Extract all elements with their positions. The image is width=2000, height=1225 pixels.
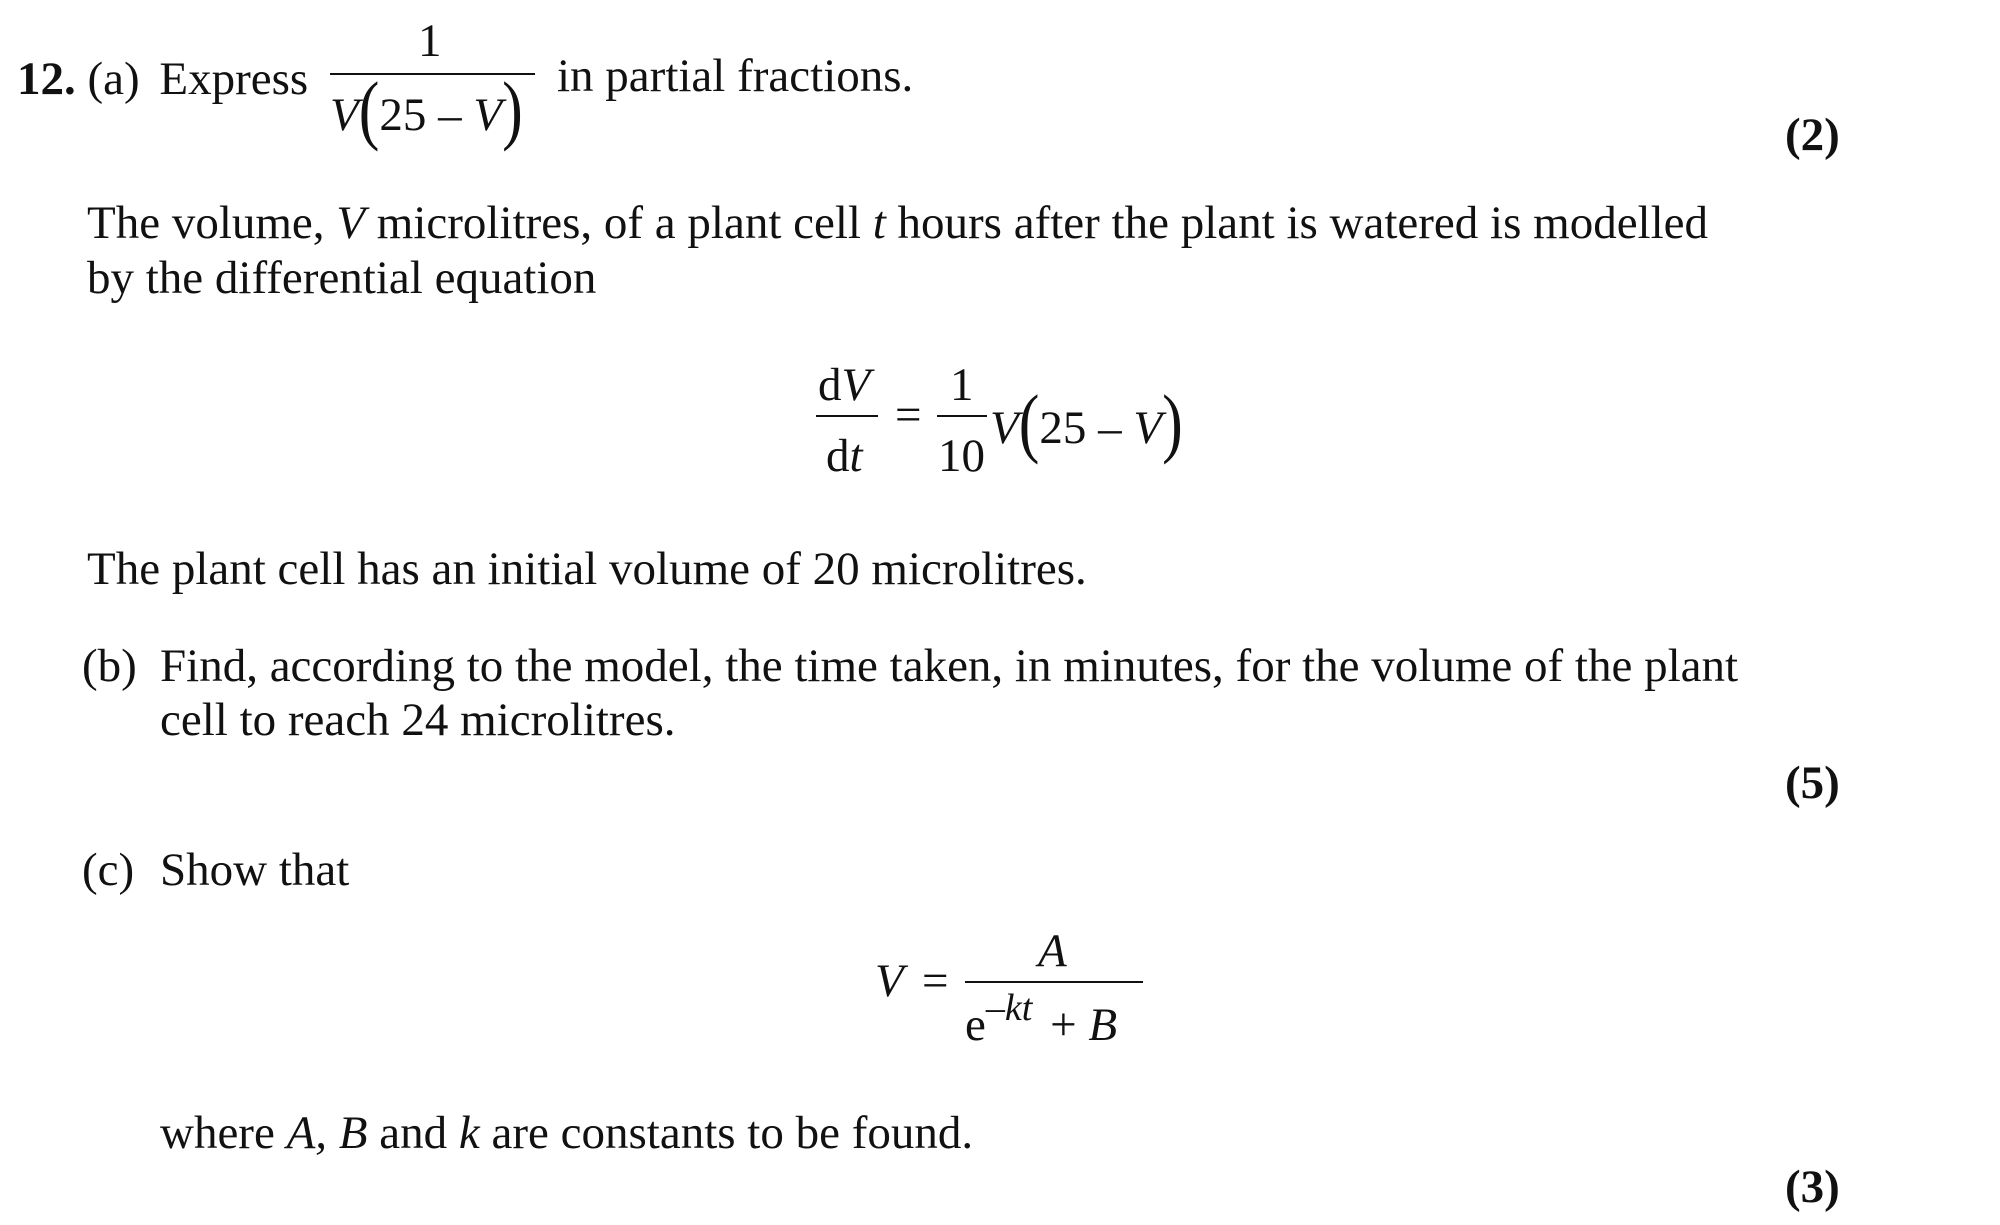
de-coef-fraction-bar [937, 415, 987, 417]
left-paren: ( [358, 67, 380, 153]
part-c-numerator: A [1038, 925, 1067, 977]
question-number: 12. [17, 53, 76, 105]
part-a-tail: in partial fractions. [557, 50, 914, 102]
de-lhs-fraction-bar [816, 415, 878, 417]
part-c-denominator [965, 987, 1118, 1051]
intro-line-2: by the differential equation [87, 252, 597, 304]
part-b-label: (b) [82, 640, 137, 692]
de-coef-denominator: 10 [938, 430, 985, 482]
part-a-fraction-denominator [330, 67, 523, 153]
part-c-marks: (3) [1785, 1161, 1840, 1213]
intro-text-c: hours after the plant is watered is modelled [897, 197, 1709, 249]
intro-var-t: t [872, 197, 886, 249]
part-c-lead: Show that [160, 844, 350, 896]
intro-text-b: microlitres, of a plant cell [376, 197, 861, 249]
part-c-where-line [160, 1107, 974, 1159]
de-rhs-V: V [990, 402, 1019, 454]
where-rest: are constants to be found. [491, 1107, 974, 1159]
part-c-fraction-bar [965, 981, 1143, 983]
part-a-den-var2: V [473, 89, 503, 141]
part-a-lead: Express [159, 53, 309, 105]
part-b-line-1: Find, according to the model, the time taken, in minutes, for the volume of the plant [160, 640, 1739, 692]
where-text: where [160, 1107, 275, 1159]
de-rhs [990, 380, 1183, 466]
part-c-label: (c) [82, 844, 135, 896]
de-lhs-den-d: d [826, 430, 850, 482]
left-paren: ( [1018, 380, 1040, 466]
de-rhs-V2: V [1133, 402, 1163, 454]
de-lhs-den-t: t [849, 430, 863, 482]
right-paren: ) [502, 67, 523, 153]
question-number-line [17, 53, 309, 105]
where-var-B: B [338, 1107, 368, 1159]
part-b-line-2: cell to reach 24 microlitres. [160, 694, 676, 746]
part-a-fraction-numerator: 1 [418, 15, 442, 67]
part-c-den-plus: + [1050, 999, 1077, 1051]
de-rhs-inner: 25 – [1039, 402, 1122, 454]
de-coef-numerator: 1 [950, 359, 974, 411]
part-b-marks: (5) [1785, 757, 1840, 809]
intro-var-V: V [336, 197, 366, 249]
part-a-den-rest: 25 – [379, 89, 462, 141]
initial-volume-text: The plant cell has an initial volume of 20 microlitres. [87, 543, 1087, 595]
part-c-den-exponent: –kt [985, 987, 1033, 1029]
de-lhs-numerator [818, 359, 871, 411]
where-var-k: k [458, 1107, 480, 1159]
de-lhs-denominator [826, 430, 863, 482]
part-a-label: (a) [87, 53, 140, 105]
part-c-equals: = [922, 955, 949, 1007]
de-lhs-num-V: V [841, 359, 871, 411]
intro-line-1 [87, 197, 1709, 249]
right-paren: ) [1162, 380, 1183, 466]
de-lhs-num-d: d [818, 359, 842, 411]
where-and: and [379, 1107, 448, 1159]
part-a-den-var: V [330, 89, 359, 141]
where-var-A: A, [286, 1107, 328, 1159]
part-c-den-B: B [1088, 999, 1118, 1051]
de-equals: = [895, 389, 922, 441]
part-c-den-e: e [965, 999, 986, 1051]
part-c-lhs: V [875, 955, 904, 1007]
part-a-marks: (2) [1785, 109, 1840, 161]
intro-text-a: The volume, [87, 197, 325, 249]
